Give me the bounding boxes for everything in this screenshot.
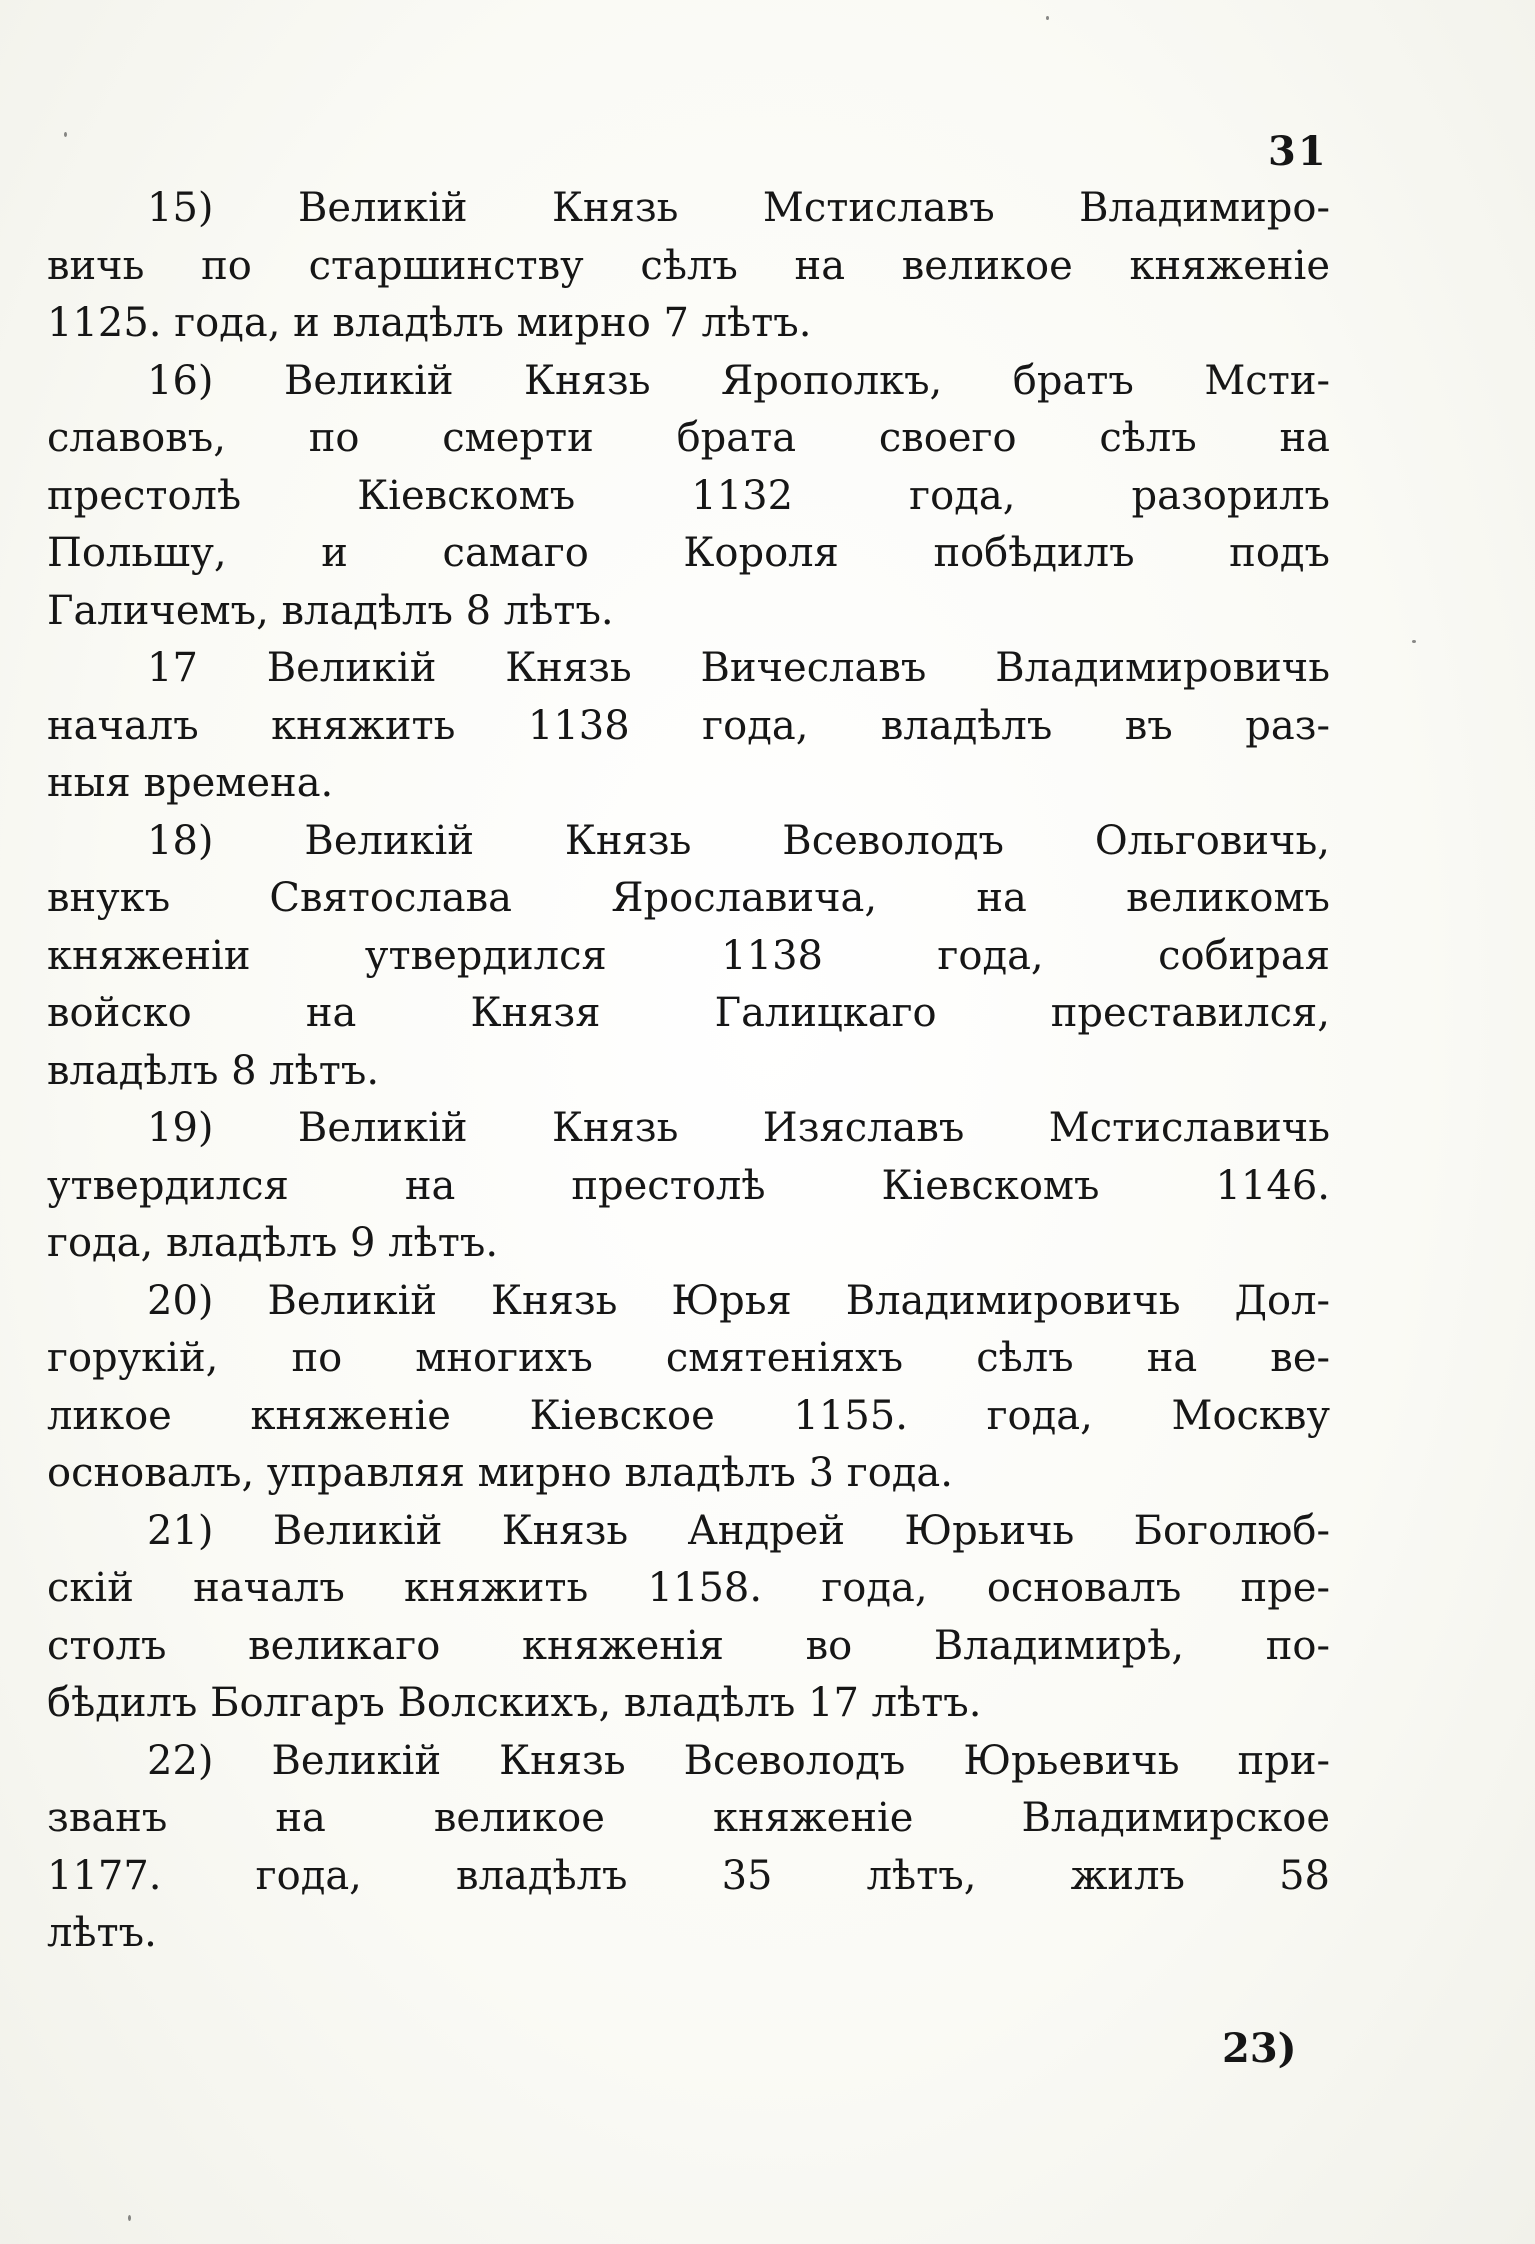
text-line: княженіи утвердился 1138 года, собирая: [47, 932, 1330, 979]
paragraph-19: [47, 1100, 1330, 1273]
text-line: 18) Великій Князь Всеволодъ Ольговичь,: [147, 817, 1330, 864]
page-number: 31: [1268, 128, 1328, 175]
paragraph-17: [47, 640, 1330, 813]
text-line: 1125. года, и владѣлъ мирно 7 лѣтъ.: [47, 300, 812, 346]
text-line: Польшу, и самаго Короля побѣдилъ подъ: [47, 530, 1330, 576]
text-line: 20) Великій Князь Юрья Владимировичь Дол-: [147, 1277, 1330, 1324]
text-line: внукъ Святослава Ярославича, на великомъ: [47, 875, 1330, 921]
text-line: началъ княжить 1138 года, владѣлъ въ раз-: [47, 702, 1330, 749]
ink-speck: [64, 132, 67, 137]
ink-speck: [1046, 16, 1049, 20]
text-line: владѣлъ 8 лѣтъ.: [47, 1047, 380, 1094]
paragraph-21: [47, 1503, 1330, 1733]
text-line: войско на Князя Галицкаго преставился,: [47, 990, 1330, 1036]
paragraph-20: [47, 1273, 1330, 1503]
paragraph-22: [47, 1733, 1330, 1963]
ink-speck: [1412, 640, 1416, 643]
paragraph-16: [47, 353, 1330, 641]
text-line: званъ на великое княженіе Владимирское: [47, 1795, 1330, 1841]
text-line: 1177. года, владѣлъ 35 лѣтъ, жилъ 58: [47, 1852, 1330, 1899]
text-line: славовъ, по смерти брата своего сѣлъ на: [47, 415, 1330, 461]
paragraph-15: [47, 180, 1330, 353]
text-line: горукій, по многихъ смятеніяхъ сѣлъ на ве-: [47, 1335, 1330, 1381]
text-line: скій началъ княжить 1158. года, основалъ пре-: [47, 1565, 1330, 1611]
text-line: вичь по старшинству сѣлъ на великое княженіе: [47, 242, 1330, 289]
paragraph-18: [47, 813, 1330, 1101]
text-line: года, владѣлъ 9 лѣтъ.: [47, 1220, 499, 1266]
page-body: [47, 180, 1330, 1963]
text-line: 17 Великій Князь Вичеславъ Владимировичь: [147, 645, 1330, 691]
catchword: 23): [1222, 2025, 1297, 2072]
text-line: лѣтъ.: [47, 1910, 157, 1956]
text-line: Галичемъ, владѣлъ 8 лѣтъ.: [47, 587, 614, 634]
text-line: столъ великаго княженія во Владимирѣ, по-: [47, 1622, 1330, 1669]
text-line: престолѣ Кіевскомъ 1132 года, разорилъ: [47, 472, 1330, 519]
ink-speck: [128, 2215, 131, 2221]
text-line: ныя времена.: [47, 760, 334, 806]
text-line: 22) Великій Князь Всеволодъ Юрьевичь при-: [147, 1737, 1330, 1784]
text-line: утвердился на престолѣ Кіевскомъ 1146.: [47, 1162, 1330, 1209]
text-line: бѣдилъ Болгаръ Волскихъ, владѣлъ 17 лѣтъ.: [47, 1680, 982, 1726]
text-line: ликое княженіе Кіевское 1155. года, Москву: [47, 1392, 1330, 1439]
text-line: 16) Великій Князь Ярополкъ, братъ Мсти-: [147, 357, 1330, 404]
text-line: 15) Великій Князь Мстиславъ Владимиро-: [147, 185, 1330, 231]
text-line: 19) Великій Князь Изяславъ Мстиславичь: [147, 1105, 1330, 1151]
text-line: основалъ, управляя мирно владѣлъ 3 года.: [47, 1450, 953, 1496]
text-line: 21) Великій Князь Андрей Юрьичь Боголюб-: [147, 1507, 1330, 1554]
